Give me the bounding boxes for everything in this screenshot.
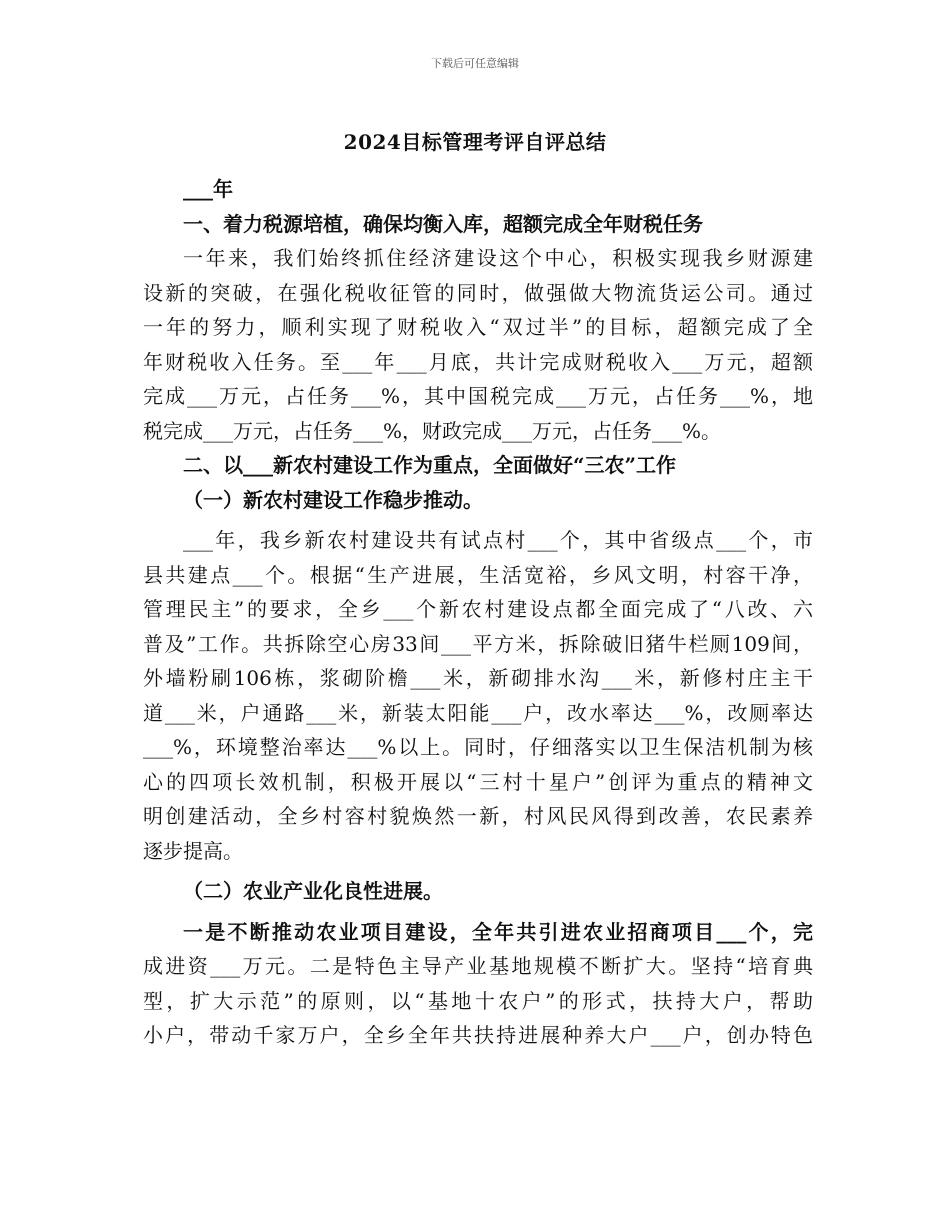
subsection-heading-1: （一）新农村建设工作稳步推动。 xyxy=(183,487,483,512)
paragraph-line: 心的四项长效机制，积极开展以“三村十星户”创评为重点的精神文 xyxy=(143,769,813,794)
year-line: ___年 xyxy=(183,177,233,201)
paragraph-line: 明创建活动，全乡村容村貌焕然一新，村风民风得到改善，农民素养 xyxy=(143,804,813,828)
paragraph-line: 道___米，户通路___米，新装太阳能___户，改水率达___%，改厕率达 xyxy=(143,700,813,725)
paragraph-line: 型，扩大示范”的原则，以“基地十农户”的形式，扶持大户，帮助 xyxy=(143,988,813,1013)
paragraph-line: 逐步提高。 xyxy=(143,838,243,863)
subsection-heading-2: （二）农业产业化良性进展。 xyxy=(183,879,443,903)
paragraph-line: 县共建点___个。根据“生产进展，生活宽裕，乡风文明，村容干净， xyxy=(143,562,813,587)
paragraph-line: 年财税收入任务。至___年___月底，共计完成财税收入___万元，超额 xyxy=(143,349,813,374)
section-heading-1: 一、着力税源培植，确保均衡入库，超额完成全年财税任务 xyxy=(183,211,703,236)
paragraph-line: 一年来，我们始终抓住经济建设这个中心，积极实现我乡财源建 xyxy=(183,246,813,270)
paragraph-line: ___年，我乡新农村建设共有试点村___个，其中省级点___个，市 xyxy=(183,528,813,552)
document-body xyxy=(143,172,813,1053)
paragraph-line: 成进资___万元。二是特色主导产业基地规模不断扩大。坚持“培育典 xyxy=(143,954,813,978)
paragraph-line: 设新的突破，在强化税收征管的同时，做强做大物流货运公司。通过 xyxy=(143,280,813,305)
paragraph-line-bold: 一是不断推动农业项目建设，全年共引进农业招商项目___个，完 xyxy=(183,919,813,944)
paragraph-line: 外墙粉刷106栋，浆砌阶檐___米，新砌排水沟___米，新修村庄主干 xyxy=(143,666,813,690)
paragraph-line: 管理民主”的要求，全乡___个新农村建设点都全面完成了“八改、六 xyxy=(143,597,813,621)
paragraph-line: 普及”工作。共拆除空心房33间___平方米，拆除破旧猪牛栏厕109间， xyxy=(143,631,813,656)
paragraph-line: 一年的努力，顺利实现了财税收入“双过半”的目标，超额完成了全 xyxy=(143,315,813,339)
paragraph-line: 税完成___万元，占任务___%，财政完成___万元，占任务___%。 xyxy=(143,418,722,443)
paragraph-line: ___%，环境整治率达___%以上。同时，仔细落实以卫生保洁机制为核 xyxy=(143,735,813,759)
paragraph-line: 完成___万元，占任务___%，其中国税完成___万元，占任务___%，地 xyxy=(143,384,813,408)
document-title: 2024目标管理考评自评总结 xyxy=(343,130,607,154)
paragraph-line: 小户，带动千家万户，全乡全年共扶持进展种养大户___户，创办特色 xyxy=(143,1023,813,1047)
header-note: 下载后可任意编辑 xyxy=(431,57,519,70)
section-heading-2: 二、以___新农村建设工作为重点，全面做好“三农”工作 xyxy=(183,453,677,477)
